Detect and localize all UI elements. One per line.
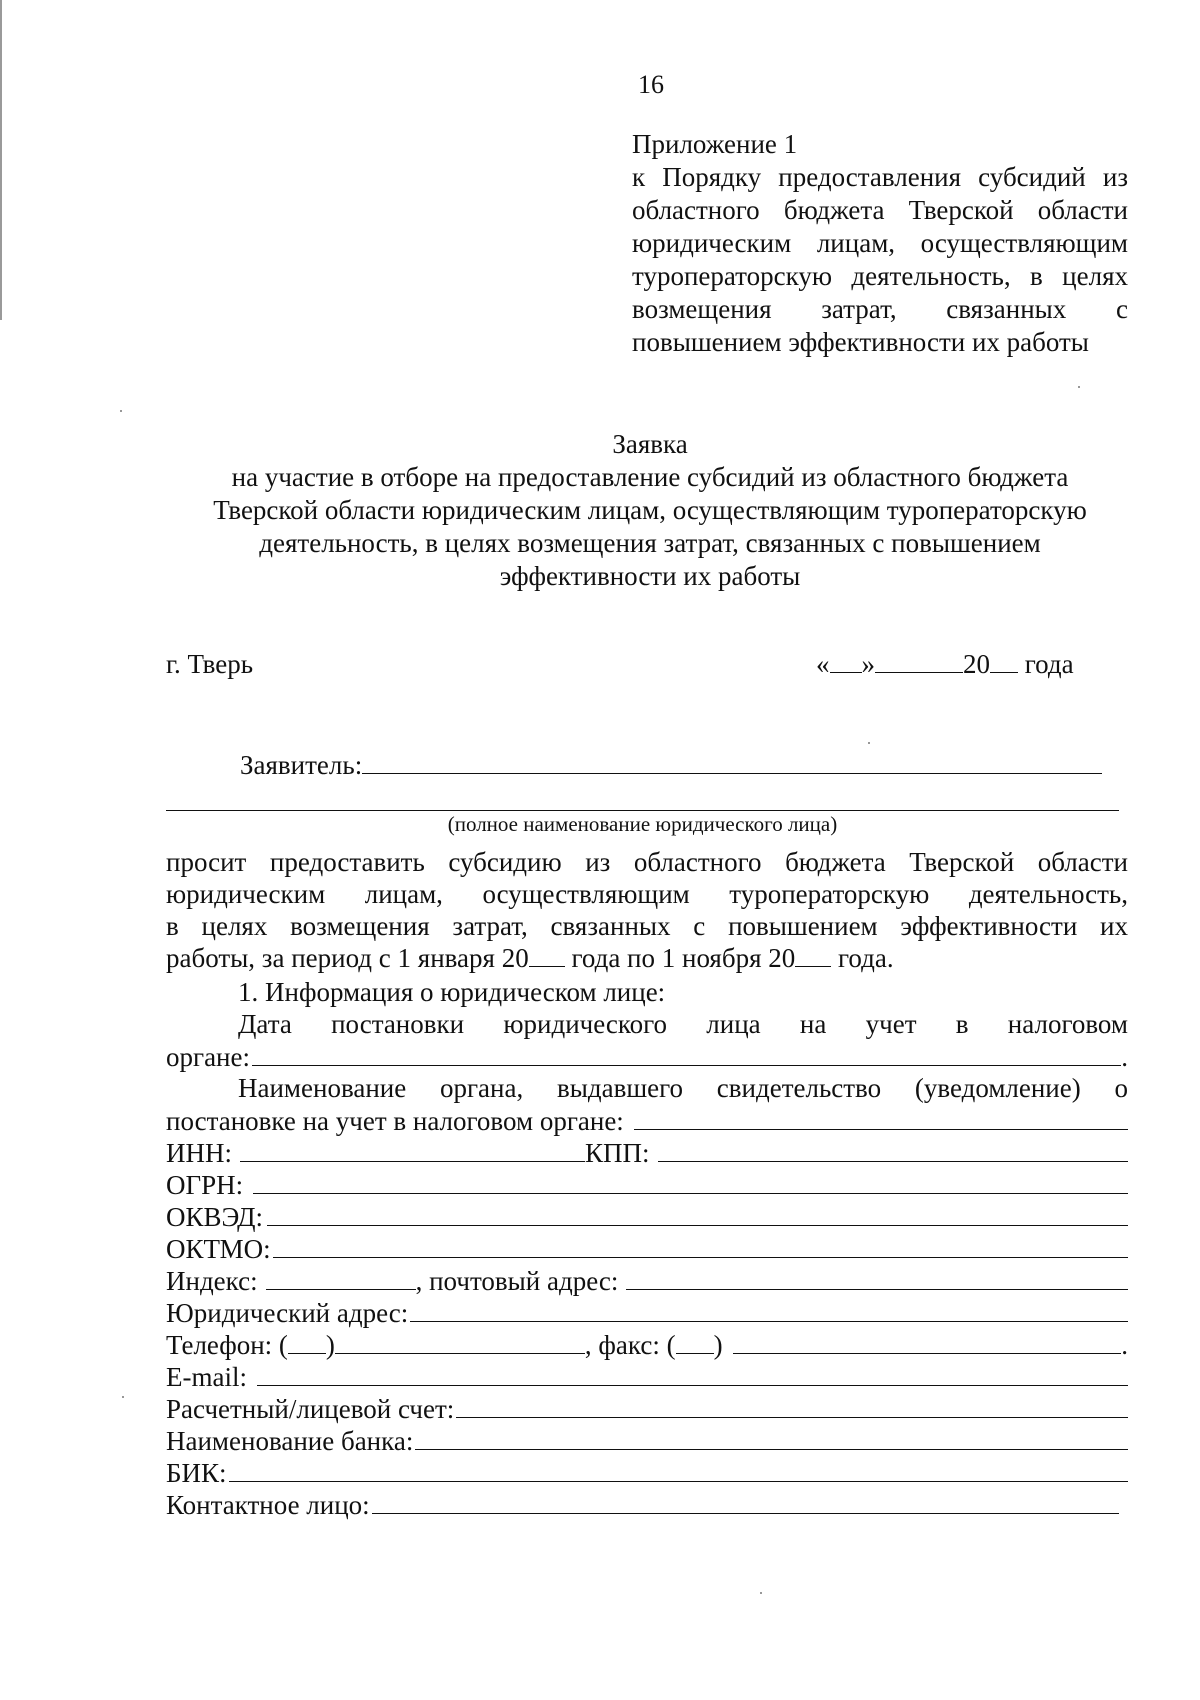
account-blank[interactable]	[456, 1395, 1128, 1418]
day-blank[interactable]	[830, 650, 862, 673]
inn-label: ИНН:	[166, 1138, 232, 1168]
scan-speck	[120, 410, 122, 412]
form-title-line: эффективности их работы	[499, 561, 801, 591]
index-blank[interactable]	[266, 1267, 416, 1290]
applicant-label: Заявитель:	[240, 750, 363, 780]
postal-address-label: , почтовый адрес:	[415, 1266, 619, 1296]
contact-field	[166, 1490, 1119, 1521]
registration-date-label: органе:	[166, 1042, 250, 1072]
account-label: Расчетный/лицевой счет:	[166, 1394, 455, 1424]
applicant-blank-continuation[interactable]	[166, 810, 1119, 811]
index-label: Индекс:	[166, 1266, 258, 1296]
oktmo-blank[interactable]	[273, 1235, 1128, 1258]
section1	[166, 976, 1128, 1040]
request-paragraph	[166, 846, 1128, 974]
form-title-line: Тверской области юридическим лицам, осуществляющим туроператорскую	[213, 495, 1087, 525]
appendix-line: туроператорскую деятельность, в целях	[632, 261, 1128, 291]
appendix-line: к Порядку предоставления субсидий из	[632, 162, 1128, 192]
period-text-middle: года по 1 ноября 20	[571, 943, 796, 973]
appendix-line: повышением эффективности их работы	[632, 327, 1089, 357]
end-year-blank[interactable]	[795, 944, 831, 967]
phone-fax-field: Телефон: ( ) , факс: ( ) .	[166, 1330, 1128, 1360]
fax-blank[interactable]	[733, 1331, 1122, 1354]
oktmo-field	[166, 1234, 1128, 1265]
account-field	[166, 1394, 1128, 1425]
year-blank[interactable]	[990, 650, 1018, 673]
authority-blank[interactable]	[634, 1107, 1128, 1130]
appendix-line: областного бюджета Тверской области	[632, 195, 1128, 225]
appendix-line: возмещения затрат, связанных с	[632, 294, 1128, 324]
inn-blank[interactable]	[240, 1139, 585, 1162]
request-line: просит предоставить субсидию из областного бюджета Тверской области	[166, 847, 1128, 877]
month-blank[interactable]	[875, 650, 963, 673]
index-address-field	[166, 1266, 1128, 1297]
date-suffix: года	[1024, 649, 1074, 679]
authority-line: Наименование органа, выдавшего свидетельство (уведомление) о	[238, 1073, 1128, 1103]
period-text-start: работы, за период с 1 января 20	[166, 943, 529, 973]
date-line	[816, 649, 1074, 680]
form-heading: Заявка	[612, 429, 688, 459]
scan-speck	[1078, 386, 1080, 388]
email-field	[166, 1362, 1128, 1393]
legal-address-label: Юридический адрес:	[166, 1298, 409, 1328]
registration-date-blank[interactable]	[252, 1043, 1121, 1066]
registration-date-line: Дата постановки юридического лица на учет в налоговом	[238, 1009, 1128, 1039]
ogrn-blank[interactable]	[253, 1171, 1128, 1194]
phone-blank[interactable]	[335, 1331, 585, 1354]
ogrn-label: ОГРН:	[166, 1170, 244, 1200]
applicant-field	[240, 750, 1102, 781]
kpp-label: КПП:	[585, 1138, 650, 1168]
bik-field	[166, 1458, 1128, 1489]
request-line: юридическим лицам, осуществляющим туроператорскую деятельность,	[166, 879, 1128, 909]
ogrn-field	[166, 1170, 1128, 1201]
postal-address-blank[interactable]	[626, 1267, 1128, 1290]
appendix-title: Приложение 1	[632, 129, 798, 159]
phone-code-blank[interactable]	[288, 1331, 326, 1354]
okved-label: ОКВЭД:	[166, 1202, 263, 1232]
email-blank[interactable]	[257, 1363, 1128, 1386]
appendix-header	[632, 128, 1128, 359]
contact-label: Контактное лицо:	[166, 1490, 370, 1520]
okved-blank[interactable]	[267, 1203, 1128, 1226]
legal-address-field	[166, 1298, 1128, 1329]
phone-label: Телефон: (	[166, 1330, 288, 1360]
bank-blank[interactable]	[415, 1427, 1128, 1450]
period-text-end: года.	[838, 943, 894, 973]
form-title-line: деятельность, в целях возмещения затрат, связанных с повышением	[259, 528, 1041, 558]
section1-heading: 1. Информация о юридическом лице:	[238, 977, 666, 1007]
date-century: 20	[963, 649, 990, 679]
okved-field	[166, 1202, 1128, 1233]
request-line: в целях возмещения затрат, связанных с повышением эффективности их	[166, 911, 1128, 941]
start-year-blank[interactable]	[529, 944, 565, 967]
bank-field	[166, 1426, 1128, 1457]
bik-label: БИК:	[166, 1458, 227, 1488]
applicant-caption: (полное наименование юридического лица)	[447, 812, 838, 836]
bank-label: Наименование банка:	[166, 1426, 414, 1456]
authority-label: постановке на учет в налоговом органе:	[166, 1106, 624, 1136]
bik-blank[interactable]	[229, 1459, 1128, 1482]
kpp-blank[interactable]	[658, 1139, 1128, 1162]
contact-blank[interactable]	[372, 1491, 1119, 1514]
scan-speck	[760, 1592, 762, 1594]
authority-field	[166, 1106, 1128, 1137]
scan-edge-line	[0, 0, 2, 320]
place: г. Тверь	[166, 649, 254, 679]
form-title	[150, 428, 1150, 593]
authority-block	[166, 1072, 1128, 1104]
inn-kpp-field	[166, 1138, 1128, 1169]
oktmo-label: ОКТМО:	[166, 1234, 271, 1264]
page-number: 16	[638, 70, 664, 99]
date-open-quote: «	[816, 649, 830, 679]
form-title-line: на участие в отборе на предоставление субсидий из областного бюджета	[231, 462, 1069, 492]
date-close-quote: »	[861, 649, 875, 679]
applicant-blank[interactable]	[362, 751, 1102, 774]
fax-code-blank[interactable]	[676, 1331, 714, 1354]
request-line-period	[166, 942, 1128, 974]
scan-speck	[122, 1396, 124, 1398]
email-label: E-mail:	[166, 1362, 247, 1392]
fax-label: , факс: (	[584, 1330, 676, 1360]
registration-date-field: органе: .	[166, 1042, 1128, 1072]
scan-speck	[868, 742, 870, 744]
legal-address-blank[interactable]	[410, 1299, 1128, 1322]
appendix-line: юридическим лицам, осуществляющим	[632, 228, 1128, 258]
